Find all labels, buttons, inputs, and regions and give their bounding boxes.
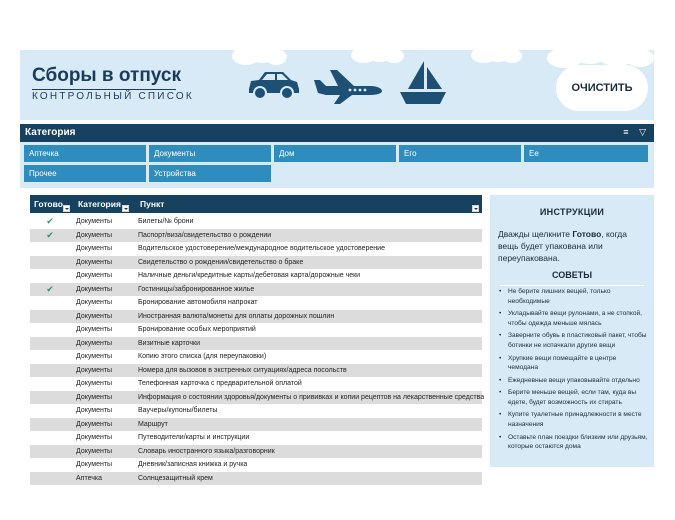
table-row[interactable] (30, 418, 482, 432)
category-cell: Документы (76, 420, 113, 428)
category-cell: Документы (76, 366, 113, 374)
category-cell: Документы (76, 258, 113, 266)
slicer-tools (615, 127, 646, 138)
done-check-cell[interactable]: ✔ (46, 229, 54, 240)
category-cell: Документы (76, 380, 113, 387)
tip-item: • Заверните обувь в пластиковый пакет, чтобы ботинки не испачкали другие вещи (498, 331, 648, 351)
header-category: Категория (78, 199, 121, 209)
tip-item: • Берите меньше вещей, если там, куда вы едете, будет возможность их стирать (498, 388, 648, 408)
instructions-text-part: , когда вещь будет упакована или переупакована. (498, 229, 627, 263)
category-cell: Аптечка (76, 474, 103, 482)
item-cell: Свидетельство о рождении/свидетельство о браке (138, 258, 304, 266)
header-item: Пункт (140, 199, 165, 209)
tip-item: • Не берите лишних вещей, только необходимые (498, 287, 648, 307)
item-cell: Телефонная карточка с предварительной оплатой (138, 380, 302, 387)
category-cell: Документы (76, 339, 113, 347)
table-row[interactable] (30, 215, 482, 229)
table-row[interactable] (30, 256, 482, 270)
category-cell: Документы (76, 326, 113, 333)
filter-done-dropdown-icon[interactable] (63, 205, 70, 212)
tip-item: • Ежедневные вещи упаковывайте отдельно (498, 376, 648, 386)
table-row[interactable] (30, 472, 482, 486)
category-cell: Документы (76, 447, 113, 455)
filter-category-dropdown-icon[interactable] (122, 205, 129, 212)
done-check-cell[interactable]: ✔ (46, 283, 54, 294)
header-done: Готово (34, 199, 63, 209)
item-cell: Словарь иностранного языка/разговорник (138, 447, 275, 455)
category-cell: Документы (76, 434, 113, 441)
page-title: Сборы в отпуск (32, 65, 181, 86)
table-row[interactable] (30, 283, 482, 297)
table-row[interactable] (30, 229, 482, 243)
slicer-option-ee[interactable]: Ее (524, 145, 648, 162)
cloud-icon (468, 44, 524, 64)
instructions-text-bold: Готово (572, 229, 602, 239)
item-cell: Ваучеры/купоны/билеты (138, 407, 218, 414)
slicer-option-aptechka[interactable]: Аптечка (24, 145, 146, 162)
table-row[interactable] (30, 310, 482, 324)
category-cell: Документы (76, 393, 113, 401)
slicer-header (20, 124, 654, 142)
table-row[interactable] (30, 350, 482, 364)
filter-item-dropdown-icon[interactable] (472, 205, 479, 212)
slicer-option-dokumenty[interactable]: Документы (149, 145, 271, 162)
tip-item: • Купите туалетные принадлежности в месте назначения (498, 410, 648, 430)
table-row[interactable] (30, 404, 482, 418)
instructions-panel (490, 195, 654, 467)
category-cell: Документы (76, 461, 113, 468)
slicer-option-ego[interactable]: Его (399, 145, 521, 162)
item-cell: Маршрут (138, 420, 168, 428)
item-cell: Информация о состоянии здоровья/документы о прививках и копии рецептов на лекарственные средства (138, 393, 485, 401)
category-cell: Документы (76, 353, 113, 360)
car-icon (245, 69, 301, 101)
cloud-icon (228, 44, 288, 66)
clear-filter-icon[interactable]: ▽ (639, 127, 646, 137)
category-cell: Документы (76, 312, 113, 320)
table-row[interactable] (30, 391, 485, 405)
category-cell: Документы (76, 231, 113, 239)
slicer-title: Категория (25, 127, 76, 138)
cloud-icon (545, 42, 655, 70)
item-cell: Номера для вызовов в экстренных ситуациях/адреса посольств (138, 366, 347, 374)
header-banner (20, 50, 654, 120)
table-row[interactable] (30, 323, 482, 337)
item-cell: Бронирование автомобиля напрокат (138, 299, 258, 306)
tips-title: СОВЕТЫ (551, 270, 593, 280)
table-row[interactable] (30, 296, 482, 310)
category-cell: Документы (76, 299, 113, 306)
tips-list (498, 287, 648, 455)
category-cell: Документы (76, 272, 113, 279)
done-check-cell[interactable]: ✔ (46, 216, 54, 226)
page-subtitle: КОНТРОЛЬНЫЙ СПИСОК (32, 91, 194, 102)
table-row[interactable] (30, 242, 482, 256)
slicer-option-dom[interactable]: Дом (274, 145, 396, 162)
tip-item: • Укладывайте вещи рулонами, а не стопкой, чтобы одежда меньше мялась (498, 309, 648, 329)
item-cell: Путеводители/карты и инструкции (138, 434, 250, 441)
table-row[interactable] (30, 458, 482, 472)
slicer-option-prochee[interactable]: Прочее (24, 165, 146, 182)
instructions-title: ИНСТРУКЦИИ (539, 207, 605, 217)
category-cell: Документы (76, 218, 113, 225)
table-header (30, 195, 482, 213)
item-cell: Паспорт/виза/свидетельство о рождении (138, 231, 272, 239)
clear-button[interactable]: ОЧИСТИТЬ (559, 68, 645, 108)
category-cell: Документы (76, 245, 113, 252)
category-cell: Документы (76, 407, 113, 414)
item-cell: Наличные деньги/кредитные карты/дебетовая карта/дорожные чеки (138, 272, 361, 279)
instructions-text-part: Дважды щелкните (498, 229, 573, 239)
sailboat-icon (398, 59, 448, 107)
item-cell: Визитные карточки (138, 339, 200, 347)
item-cell: Копию этого списка (для переупаковки) (138, 353, 267, 360)
category-cell: Документы (76, 285, 113, 293)
tip-item: • Оставьте план поездки близким или друзьям, которые остаются дома (498, 433, 648, 453)
item-cell: Водительское удостоверение/международное водительское удостоверение (138, 245, 385, 252)
category-slicer (20, 124, 654, 188)
tips-divider (500, 285, 644, 286)
table-row[interactable] (30, 364, 482, 378)
table-row[interactable] (30, 431, 482, 445)
item-cell: Гостиницы/забронированное жилье (138, 285, 255, 293)
table-row[interactable] (30, 337, 482, 351)
tip-item: • Хрупкие вещи помещайте в центре чемодана (498, 354, 648, 374)
instructions-text (498, 228, 648, 264)
title-divider (32, 89, 176, 90)
table-row[interactable] (30, 269, 482, 283)
slicer-option-ustroystva[interactable]: Устройства (149, 165, 271, 182)
item-cell: Солнцезащитный крем (138, 474, 213, 482)
table-row[interactable] (30, 377, 482, 391)
item-cell: Иностранная валюта/монеты для оплаты дорожных пошлин (138, 312, 335, 320)
airplane-icon (310, 66, 384, 106)
multi-select-icon[interactable]: ≡ (623, 127, 629, 137)
item-cell: Дневник/записная книжка и ручка (138, 461, 248, 468)
item-cell: Бронирование особых мероприятий (138, 326, 256, 333)
table-row[interactable] (30, 445, 482, 459)
item-cell: Билеты/№ брони (138, 218, 194, 225)
